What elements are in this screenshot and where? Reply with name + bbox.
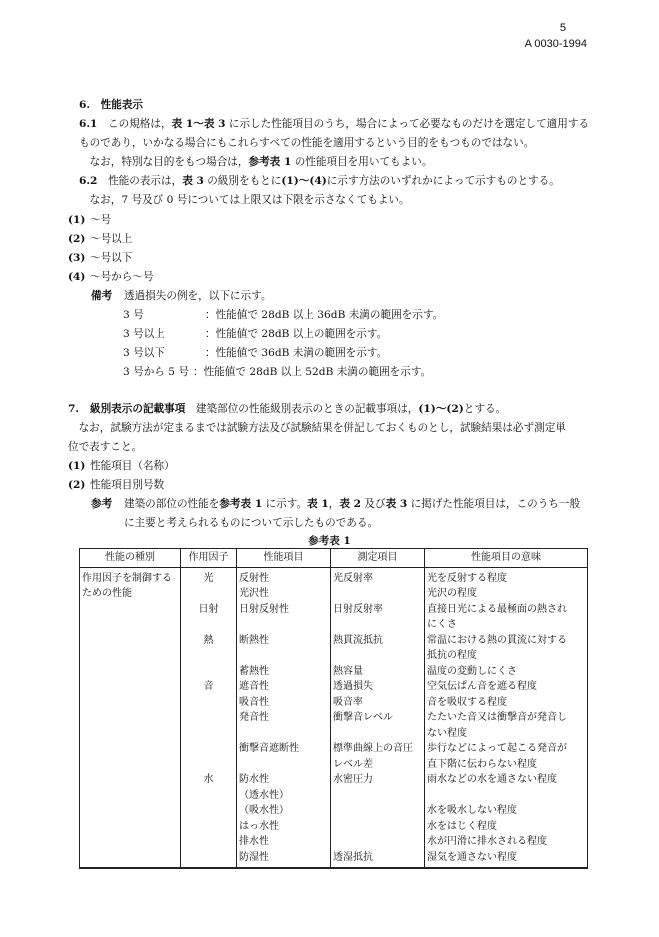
page-number: 5 — [559, 22, 566, 34]
table-cell: 空気伝ぱん音を遮る程度 音を吸収する程度 たたいた音又は衝撃音が発音し ない程度 — [425, 679, 588, 741]
table-cell — [181, 741, 237, 772]
table-cell — [80, 741, 181, 772]
table-cell — [80, 602, 181, 633]
table-cell: 作用因子を制御する ための性能 — [80, 567, 181, 602]
column-header: 測定項目 — [331, 549, 425, 568]
table-row — [80, 567, 588, 602]
paragraph-6-1-line1: 6.1 この規格は，表 1～表 3 に示した性能項目のうち，場合によって必要なものだけを選定して適用する — [79, 118, 590, 130]
table-cell: 熱貫流抵抗 — [331, 633, 425, 664]
example-row: 3 号 ：性能値で 28dB 以上 36dB 未満の範囲を示す。 — [123, 309, 444, 321]
table-row — [80, 633, 588, 664]
column-header: 作用因子 — [181, 549, 237, 568]
table-cell: 衝撃音遮断性 — [237, 741, 331, 772]
list-item: (1) ～号 — [68, 214, 112, 226]
reference-note-line1: 参考 建築の部位の性能を参考表 1 に示す。表 1，表 2 及び表 3 に掲げた性能項目は，このうち一般 — [91, 498, 581, 510]
table-cell: 水密圧力 透湿抵抗 — [331, 772, 425, 868]
table-cell — [80, 633, 181, 664]
table-cell: 音 — [181, 679, 237, 741]
paragraph-6-1-line3: なお，特別な目的をもつ場合は，参考表 1 の性能項目を用いてもよい。 — [79, 156, 433, 168]
section-6-heading: 6. 性能表示 — [79, 99, 144, 111]
table-cell: 光反射率 — [331, 567, 425, 602]
column-header: 性能の種別 — [80, 549, 181, 568]
table-cell: 常温における熱の貫流に対する 抵抗の程度 — [425, 633, 588, 664]
list-item: (1) 性能項目（名称） — [68, 460, 175, 472]
section-7-heading: 7. 級別表示の記載事項 建築部位の性能級別表示のときの記載事項は，(1)～(2)とする。 — [68, 403, 507, 415]
list-item: (2) ～号以上 — [68, 233, 133, 245]
list-item: (3) ～号以下 — [68, 252, 133, 264]
paragraph-6-2-line1: 6.2 性能の表示は，表 3 の級別をもとに(1)～(4)に示す方法のいずれかによって示すものとする。 — [79, 175, 560, 187]
table-cell: 透過損失 吸音率 衝撃音レベル — [331, 679, 425, 741]
table-cell: 雨水などの水を通さない程度 水を吸水しない程度 水をはじく程度 水が円滑に排水される程度 湿気を通さない程度 — [425, 772, 588, 868]
remark: 備考 透過損失の例を，以下に示す。 — [91, 290, 272, 302]
example-row: 3 号以下 ：性能値で 36dB 未満の範囲を示す。 — [123, 347, 388, 359]
reference-table — [79, 548, 588, 869]
table-cell: 光 — [181, 567, 237, 602]
table-cell: 日射 — [181, 602, 237, 633]
table-cell — [80, 679, 181, 741]
list-item: (4) ～号から～号 — [68, 271, 154, 283]
table-cell: 水 — [181, 772, 237, 868]
section-7-line3: 位で表すこと。 — [68, 441, 143, 453]
table-cell — [80, 664, 181, 680]
table-cell: 熱容量 — [331, 664, 425, 680]
table-cell: 温度の変動しにくさ — [425, 664, 588, 680]
table-row — [80, 664, 588, 680]
table-cell: 日射反射率 — [331, 602, 425, 633]
column-header: 性能項目 — [237, 549, 331, 568]
example-row: 3 号から 5 号 ：性能値で 28dB 以上 52dB 未満の範囲を示す。 — [123, 366, 432, 378]
table-header-row — [80, 549, 588, 568]
table-cell — [80, 772, 181, 868]
table-cell: 断熱性 — [237, 633, 331, 664]
table-cell: 光を反射する程度 光沢の程度 — [425, 567, 588, 602]
table-cell: 防水性 （透水性） （吸水性） はっ水性 排水性 防湿性 — [237, 772, 331, 868]
column-header: 性能項目の意味 — [425, 549, 588, 568]
reference-note-line2: に主要と考えられるものについて示したものである。 — [124, 517, 379, 529]
table-cell: 日射反射性 — [237, 602, 331, 633]
table-cell — [181, 664, 237, 680]
paragraph-6-2-line2: なお，7 号及び 0 号については上限又は下限を示さなくてもよい。 — [79, 194, 410, 206]
table-row — [80, 772, 588, 868]
table-cell: 遮音性 吸音性 発音性 — [237, 679, 331, 741]
table-row — [80, 679, 588, 741]
table-cell: 直接日光による最極面の熱され にくさ — [425, 602, 588, 633]
table-row — [80, 602, 588, 633]
list-item: (2) 性能項目別号数 — [68, 479, 165, 491]
table-title: 参考表 1 — [308, 535, 351, 547]
example-row: 3 号以上 ：性能値で 28dB 以上の範囲を示す。 — [123, 328, 388, 340]
section-7-line2: なお，試験方法が定まるまでは試験方法及び試験結果を併記しておくものとし，試験結果は必ず測定単 — [68, 422, 566, 434]
table-cell: 標準曲線上の音圧 レベル差 — [331, 741, 425, 772]
table-cell: 熱 — [181, 633, 237, 664]
document-id: A 0030-1994 — [524, 38, 587, 50]
table-cell: 反射性 光沢性 — [237, 567, 331, 602]
paragraph-6-1-line2: ものであり，いかなる場合にもこれらすべての性能を適用するという目的をもつものではない。 — [79, 137, 535, 149]
table-cell: 歩行などによって起こる発音が 直下階に伝わらない程度 — [425, 741, 588, 772]
table-row — [80, 741, 588, 772]
table-cell: 蓄熱性 — [237, 664, 331, 680]
